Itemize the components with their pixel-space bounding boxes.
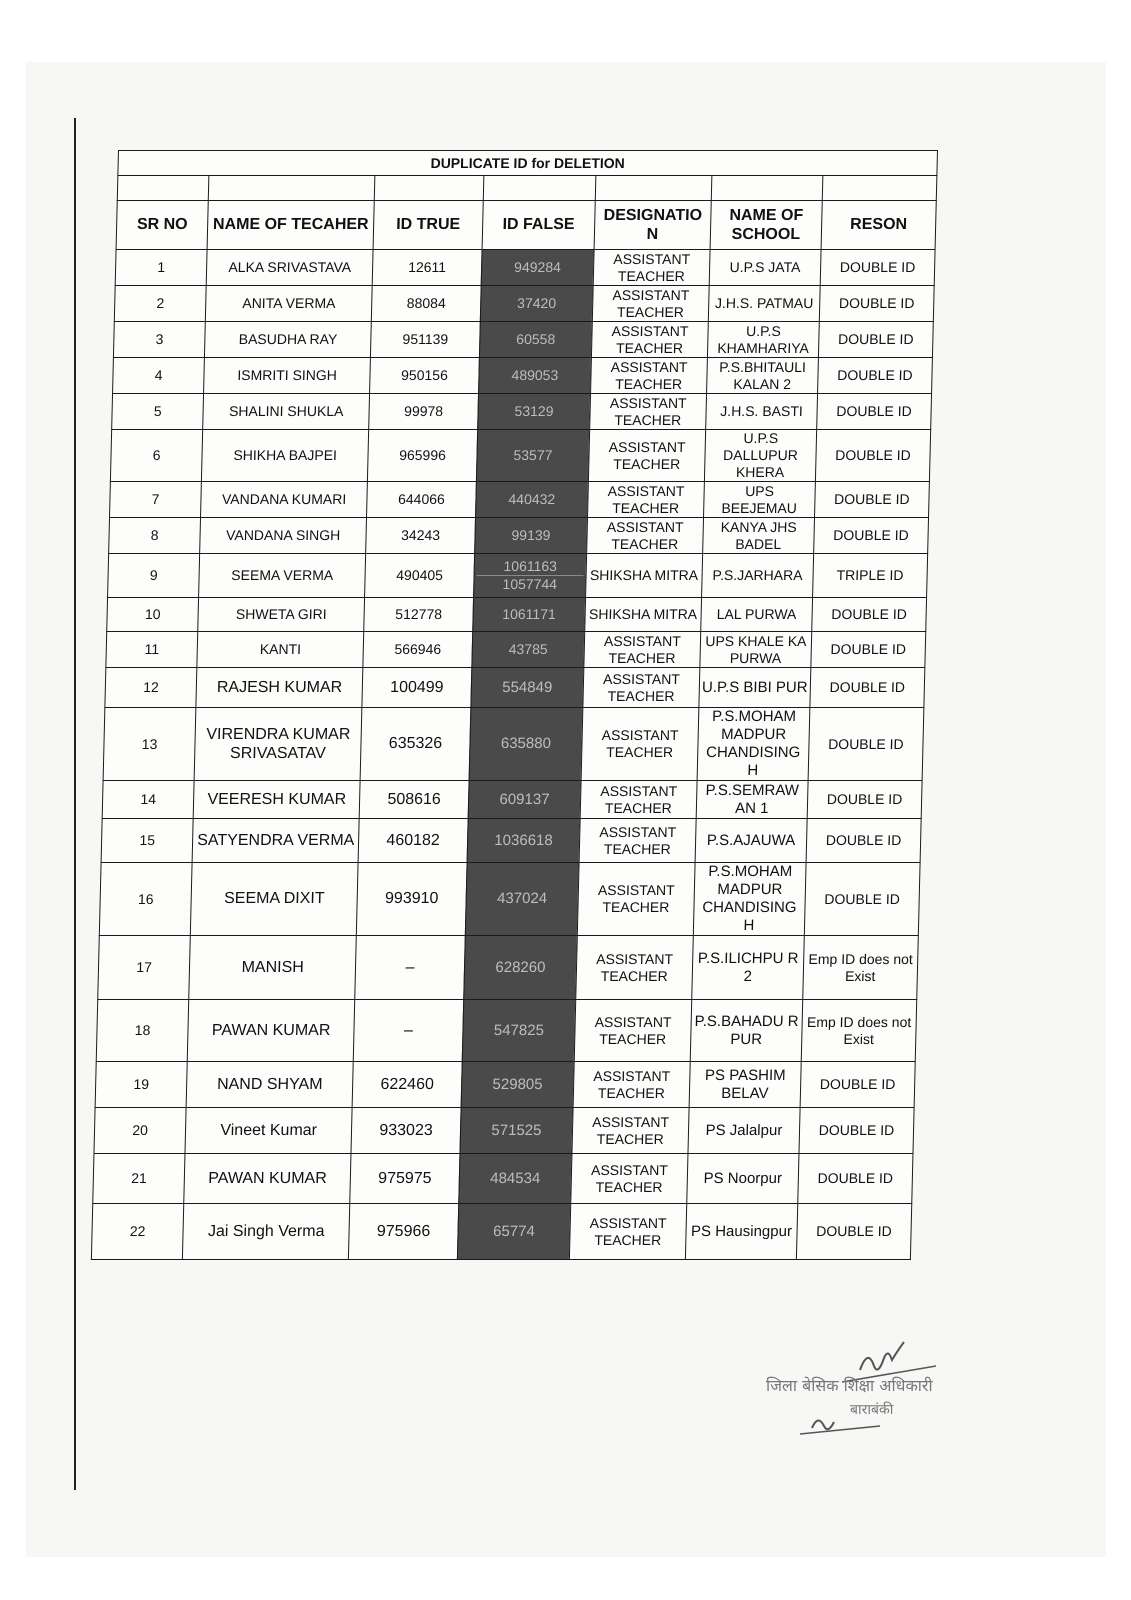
id-false-cell: 60558 <box>479 322 592 358</box>
school-cell: PS PASHIM BELAV <box>689 1062 801 1108</box>
id-false-cell: 37420 <box>480 286 593 322</box>
id-false-value: 1061163 <box>503 558 558 575</box>
id-false-cell: 1061171 <box>473 598 586 632</box>
table-row <box>95 1062 915 1108</box>
official-signature <box>760 1330 960 1450</box>
id-false-cell: 53129 <box>478 394 591 430</box>
designation-cell: ASSISTANT TEACHER <box>587 518 704 554</box>
sr-no-cell: 15 <box>101 819 193 863</box>
teacher-name-cell: MANISH <box>189 936 356 1000</box>
id-false-cell: 547825 <box>462 1000 575 1062</box>
table-row <box>113 322 933 358</box>
school-cell: P.S.MOHAM MADPUR CHANDISING H <box>693 863 806 936</box>
sr-no-cell: 3 <box>113 322 205 358</box>
reason-cell: DOUBLE ID <box>807 781 922 819</box>
teacher-name-cell: VANDANA KUMARI <box>201 482 368 518</box>
school-cell: P.S.SEMRAW AN 1 <box>696 781 808 819</box>
school-cell: U.P.S JATA <box>709 250 821 286</box>
sr-no-cell: 11 <box>106 632 198 668</box>
table-row <box>102 781 922 819</box>
designation-cell: ASSISTANT TEACHER <box>569 1204 686 1260</box>
reason-cell: DOUBLE ID <box>798 1154 913 1204</box>
id-false-cell: 609137 <box>468 781 581 819</box>
reason-cell: TRIPLE ID <box>812 554 927 598</box>
teacher-name-cell: Jai Singh Verma <box>183 1204 350 1260</box>
reason-cell: DOUBLE ID <box>796 1204 911 1260</box>
id-true-cell: 933023 <box>351 1108 461 1154</box>
teacher-name-cell: BASUDHA RAY <box>205 322 372 358</box>
school-cell: LAL PURWA <box>701 598 813 632</box>
teacher-name-cell: SEEMA DIXIT <box>191 863 359 936</box>
reason-cell: Emp ID does not Exist <box>803 936 919 1000</box>
designation-cell: ASSISTANT TEACHER <box>593 250 710 286</box>
reason-cell: DOUBLE ID <box>804 863 920 936</box>
school-cell: U.P.S KHAMHARIYA <box>707 322 819 358</box>
reason-cell: DOUBLE ID <box>810 668 925 708</box>
sr-no-cell: 17 <box>98 936 191 1000</box>
reason-cell: DOUBLE ID <box>814 518 929 554</box>
designation-cell: ASSISTANT TEACHER <box>577 863 695 936</box>
table-row <box>96 1000 917 1062</box>
school-cell: P.S.JARHARA <box>702 554 814 598</box>
sr-no-cell: 5 <box>112 394 204 430</box>
reason-cell: DOUBLE ID <box>811 632 926 668</box>
table-row <box>99 863 920 936</box>
table-row <box>107 598 927 632</box>
id-false-cell: 53577 <box>476 430 589 482</box>
table-row <box>93 1154 913 1204</box>
id-false-cell: 949284 <box>481 250 594 286</box>
table-row <box>91 1204 911 1260</box>
id-true-cell: 512778 <box>364 598 474 632</box>
table-row <box>98 936 919 1000</box>
teacher-name-cell: VEERESH KUMAR <box>193 781 360 819</box>
table-row <box>103 708 924 781</box>
school-cell: P.S.AJAUWA <box>695 819 807 863</box>
table-title: DUPLICATE ID for DELETION <box>118 151 938 176</box>
teacher-name-cell: SHALINI SHUKLA <box>203 394 370 430</box>
blank-row <box>117 176 937 201</box>
table-row <box>110 430 930 482</box>
id-false-cell: 554849 <box>471 668 584 708</box>
teacher-name-cell: NAND SHYAM <box>186 1062 353 1108</box>
designation-cell: ASSISTANT TEACHER <box>587 482 704 518</box>
id-true-cell: 508616 <box>359 781 469 819</box>
id-true-cell: 490405 <box>365 554 475 598</box>
sr-no-cell: 1 <box>115 250 207 286</box>
id-false-cell: 43785 <box>472 632 585 668</box>
id-true-cell: 965996 <box>367 430 477 482</box>
id-false-cell: 65774 <box>457 1204 570 1260</box>
table-row <box>112 394 932 430</box>
reason-cell: DOUBLE ID <box>818 322 933 358</box>
id-true-cell: 622460 <box>352 1062 462 1108</box>
sr-no-cell: 6 <box>110 430 202 482</box>
table-row <box>109 518 929 554</box>
teacher-name-cell: SHWETA GIRI <box>198 598 365 632</box>
designation-cell: ASSISTANT TEACHER <box>571 1154 688 1204</box>
designation-cell: ASSISTANT TEACHER <box>576 936 694 1000</box>
teacher-name-cell: SATYENDRA VERMA <box>192 819 359 863</box>
table-row <box>113 358 933 394</box>
teacher-name-cell: KANTI <box>197 632 364 668</box>
sr-no-cell: 7 <box>110 482 202 518</box>
duplicate-id-table <box>91 150 938 1260</box>
id-true-cell: 460182 <box>358 819 468 863</box>
designation-cell: SHIKSHA MITRA <box>585 554 702 598</box>
table-row <box>105 668 925 708</box>
teacher-name-cell: PAWAN KUMAR <box>187 1000 354 1062</box>
teacher-name-cell: SHIKHA BAJPEI <box>202 430 369 482</box>
id-true-cell: 993910 <box>356 863 467 936</box>
designation-cell: ASSISTANT TEACHER <box>573 1062 690 1108</box>
school-cell: PS Noorpur <box>687 1154 799 1204</box>
header-designation: DESIGNATIO N <box>594 201 711 250</box>
table-row <box>115 250 935 286</box>
table-row <box>114 286 934 322</box>
school-cell: PS Jalalpur <box>688 1108 800 1154</box>
header-sr-no: SR NO <box>116 201 208 250</box>
teacher-name-cell: Vineet Kumar <box>185 1108 352 1154</box>
header-reason: RESON <box>821 201 936 250</box>
school-cell: UPS KHALE KA PURWA <box>700 632 812 668</box>
designation-cell: ASSISTANT TEACHER <box>590 394 707 430</box>
designation-cell: SHIKSHA MITRA <box>585 598 702 632</box>
designation-cell: ASSISTANT TEACHER <box>588 430 705 482</box>
sr-no-cell: 10 <box>107 598 199 632</box>
sr-no-cell: 21 <box>93 1154 185 1204</box>
designation-cell: ASSISTANT TEACHER <box>590 358 707 394</box>
school-cell: U.P.S BIBI PUR <box>699 668 811 708</box>
id-false-cell: 489053 <box>478 358 591 394</box>
sr-no-cell: 18 <box>96 1000 189 1062</box>
table-row <box>94 1108 914 1154</box>
school-cell: PS Hausingpur <box>685 1204 797 1260</box>
school-cell: P.S.MOHAM MADPUR CHANDISING H <box>697 708 810 781</box>
id-true-cell: 34243 <box>366 518 476 554</box>
reason-cell: DOUBLE ID <box>817 358 932 394</box>
table-row <box>106 632 926 668</box>
designation-cell: ASSISTANT TEACHER <box>583 668 700 708</box>
school-cell: U.P.S DALLUPUR KHERA <box>704 430 816 482</box>
id-false-cell: 635880 <box>469 708 583 781</box>
id-true-cell: 975975 <box>350 1154 460 1204</box>
teacher-name-cell: ALKA SRIVASTAVA <box>206 250 373 286</box>
designation-cell: ASSISTANT TEACHER <box>574 1000 692 1062</box>
sr-no-cell: 16 <box>99 863 192 936</box>
id-true-cell: 88084 <box>371 286 481 322</box>
reason-cell: DOUBLE ID <box>808 708 924 781</box>
school-cell: J.H.S. PATMAU <box>708 286 820 322</box>
designation-cell: ASSISTANT TEACHER <box>580 781 697 819</box>
id-true-cell: 950156 <box>370 358 480 394</box>
school-cell: UPS BEEJEMAU <box>703 482 815 518</box>
id-false-value-2: 1057744 <box>476 575 583 593</box>
sr-no-cell: 8 <box>109 518 201 554</box>
teacher-name-cell: ANITA VERMA <box>206 286 373 322</box>
sr-no-cell: 13 <box>103 708 196 781</box>
table-row <box>101 819 921 863</box>
id-false-cell: 437024 <box>465 863 579 936</box>
sr-no-cell: 19 <box>95 1062 187 1108</box>
teacher-name-cell: VIRENDRA KUMAR SRIVASATAV <box>194 708 362 781</box>
id-false-cell: 1036618 <box>467 819 580 863</box>
table-row <box>110 482 930 518</box>
reason-cell: DOUBLE ID <box>814 482 929 518</box>
teacher-name-cell: RAJESH KUMAR <box>196 668 363 708</box>
sr-no-cell: 14 <box>102 781 194 819</box>
id-true-cell: 566946 <box>363 632 473 668</box>
designation-cell: ASSISTANT TEACHER <box>584 632 701 668</box>
id-true-cell: – <box>353 1000 463 1062</box>
id-true-cell: 975966 <box>348 1204 458 1260</box>
header-school: NAME OF SCHOOL <box>710 201 822 250</box>
table-row <box>108 554 928 598</box>
school-cell: KANYA JHS BADEL <box>703 518 815 554</box>
sr-no-cell: 4 <box>113 358 205 394</box>
id-false-cell <box>473 554 586 598</box>
teacher-name-cell: PAWAN KUMAR <box>184 1154 351 1204</box>
sr-no-cell: 20 <box>94 1108 186 1154</box>
designation-cell: ASSISTANT TEACHER <box>572 1108 689 1154</box>
id-false-cell: 529805 <box>461 1062 574 1108</box>
id-true-cell: 644066 <box>367 482 477 518</box>
designation-cell: ASSISTANT TEACHER <box>591 322 708 358</box>
id-true-cell: 951139 <box>371 322 481 358</box>
id-true-cell: – <box>355 936 465 1000</box>
designation-cell: ASSISTANT TEACHER <box>581 708 699 781</box>
sr-no-cell: 22 <box>91 1204 184 1260</box>
header-teacher-name: NAME OF TECAHER <box>207 201 374 250</box>
designation-cell: ASSISTANT TEACHER <box>579 819 696 863</box>
reason-cell: DOUBLE ID <box>806 819 921 863</box>
designation-cell: ASSISTANT TEACHER <box>592 286 709 322</box>
teacher-name-cell: ISMRITI SINGH <box>204 358 371 394</box>
school-cell: P.S.BAHADU R PUR <box>690 1000 802 1062</box>
teacher-name-cell: VANDANA SINGH <box>200 518 367 554</box>
school-cell: P.S.ILICHPU R 2 <box>692 936 804 1000</box>
reason-cell: DOUBLE ID <box>820 250 935 286</box>
reason-cell: DOUBLE ID <box>817 394 932 430</box>
sr-no-cell: 2 <box>114 286 206 322</box>
header-row <box>116 201 936 250</box>
reason-cell: DOUBLE ID <box>812 598 927 632</box>
header-id-false: ID FALSE <box>482 201 595 250</box>
reason-cell: Emp ID does not Exist <box>801 1000 917 1062</box>
sr-no-cell: 12 <box>105 668 197 708</box>
id-true-cell: 100499 <box>362 668 472 708</box>
signature-district: बाराबंकी <box>850 1402 894 1418</box>
reason-cell: DOUBLE ID <box>815 430 930 482</box>
id-true-cell: 12611 <box>372 250 482 286</box>
margin-line <box>74 118 76 1490</box>
id-true-cell: 635326 <box>360 708 471 781</box>
header-id-true: ID TRUE <box>373 201 483 250</box>
signature-designation: जिला बेसिक शिक्षा अधिकारी <box>766 1376 933 1395</box>
id-false-cell: 440432 <box>475 482 588 518</box>
id-true-cell: 99978 <box>369 394 479 430</box>
reason-cell: DOUBLE ID <box>800 1062 915 1108</box>
teacher-name-cell: SEEMA VERMA <box>199 554 366 598</box>
sr-no-cell: 9 <box>108 554 200 598</box>
reason-cell: DOUBLE ID <box>819 286 934 322</box>
id-false-cell: 628260 <box>464 936 578 1000</box>
reason-cell: DOUBLE ID <box>799 1108 914 1154</box>
school-cell: J.H.S. BASTI <box>706 394 818 430</box>
school-cell: P.S.BHITAULI KALAN 2 <box>707 358 819 394</box>
id-false-cell: 99139 <box>475 518 588 554</box>
id-false-cell: 484534 <box>459 1154 572 1204</box>
id-false-cell: 571525 <box>460 1108 573 1154</box>
